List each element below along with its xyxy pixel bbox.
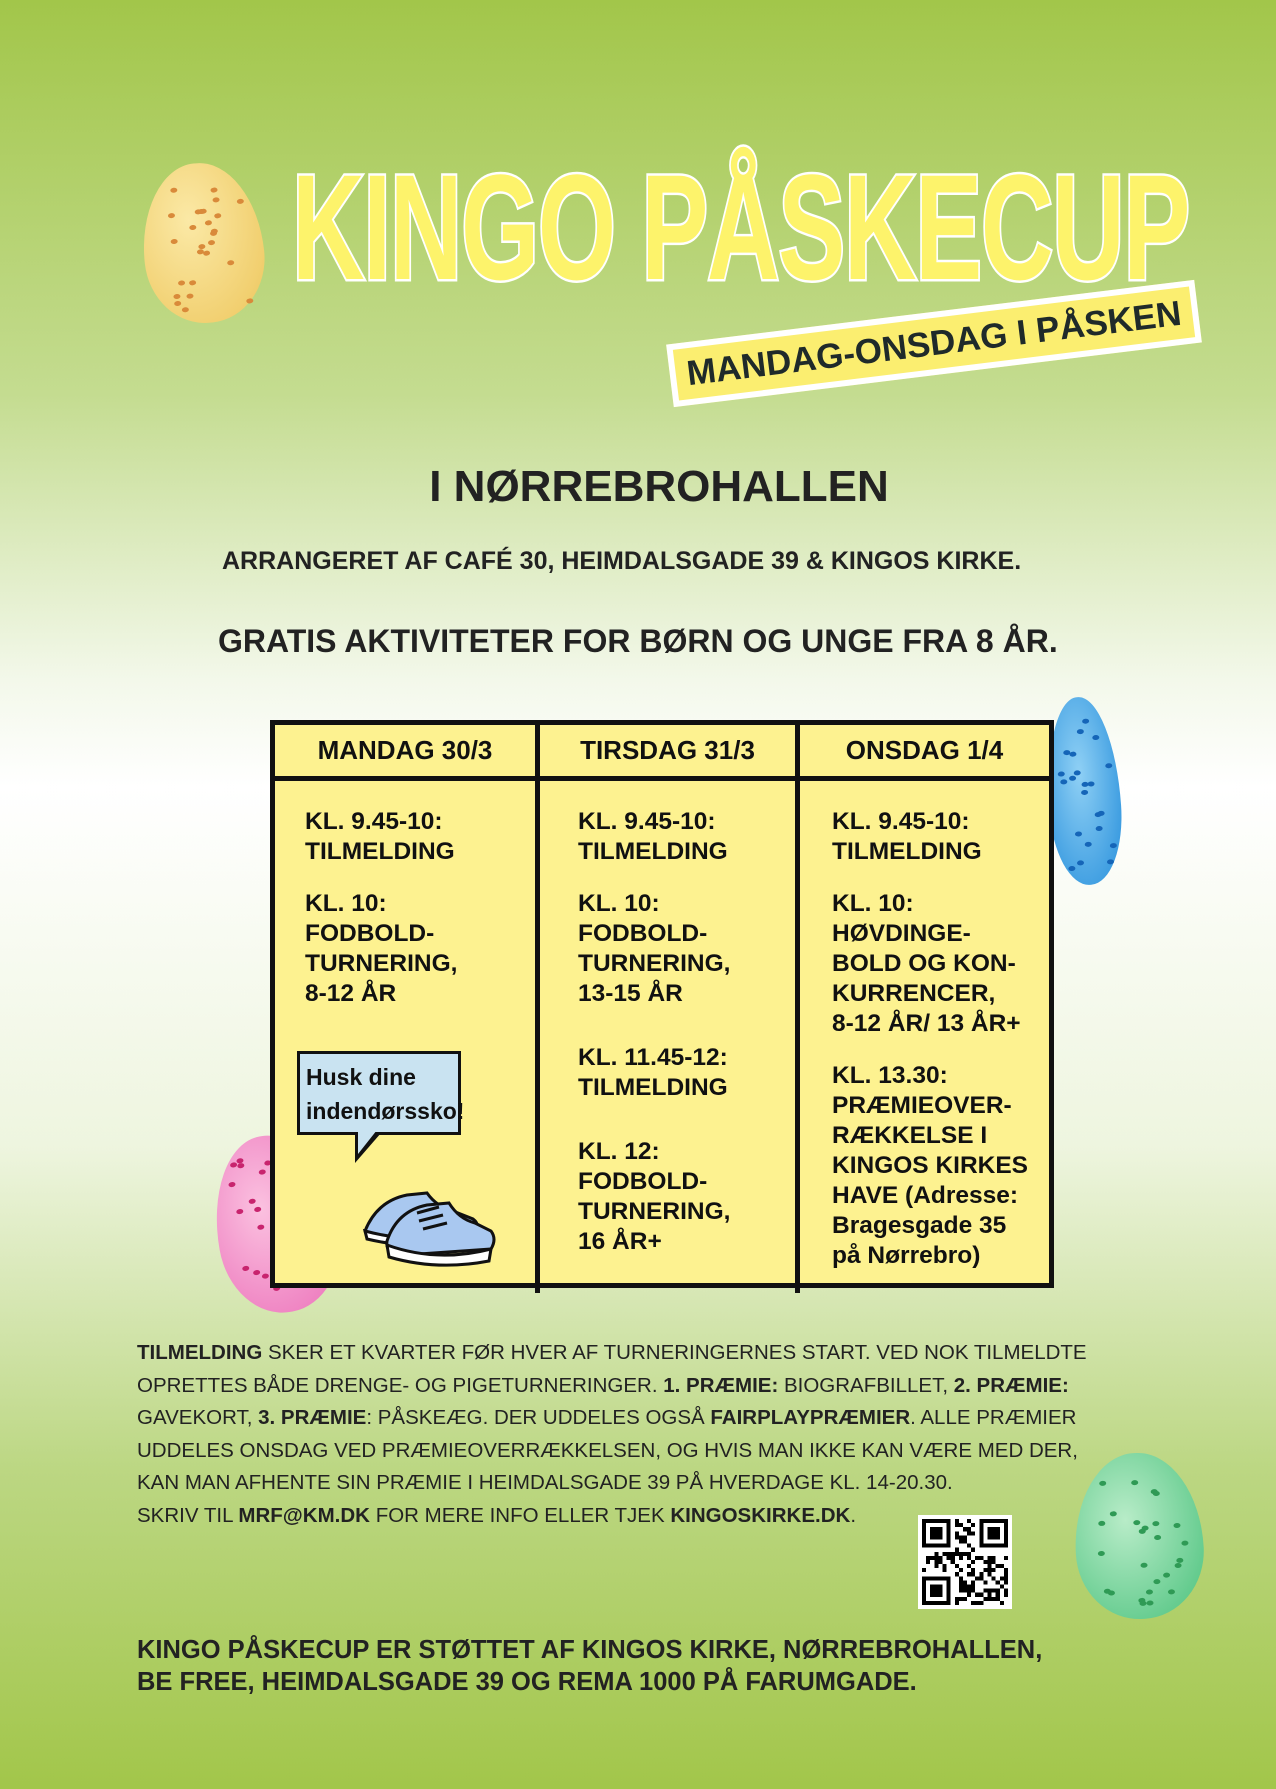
slot-line: KL. 12: bbox=[578, 1138, 660, 1165]
qr-module bbox=[971, 1601, 975, 1605]
qr-module bbox=[959, 1585, 963, 1589]
egg-dot bbox=[1153, 1491, 1160, 1496]
info-bold: TILMELDING bbox=[137, 1341, 263, 1364]
qr-module bbox=[955, 1531, 959, 1535]
qr-module bbox=[979, 1593, 983, 1597]
qr-module bbox=[934, 1556, 938, 1560]
qr-module bbox=[1004, 1576, 1008, 1580]
slot-line: på Nørrebro) bbox=[832, 1242, 981, 1269]
egg-dot bbox=[208, 240, 215, 246]
email-link[interactable]: MRF@KM.DK bbox=[238, 1503, 370, 1527]
qr-module bbox=[930, 1556, 934, 1560]
qr-module bbox=[971, 1585, 975, 1589]
egg-dot bbox=[1082, 719, 1089, 724]
qr-module bbox=[1004, 1593, 1008, 1597]
qr-module bbox=[930, 1585, 942, 1597]
qr-module bbox=[930, 1527, 942, 1539]
qr-module bbox=[963, 1580, 967, 1584]
egg-dot bbox=[1068, 866, 1075, 871]
slot-line: KL. 10: bbox=[832, 890, 914, 917]
egg-dot bbox=[1153, 1535, 1160, 1540]
egg-dot bbox=[1173, 1523, 1180, 1528]
qr-module bbox=[971, 1523, 975, 1527]
slot-line: KURRENCER, bbox=[832, 980, 996, 1007]
qr-module bbox=[955, 1535, 959, 1539]
day-header-tuesday: TIRSDAG 31/3 bbox=[535, 725, 795, 781]
qr-module bbox=[988, 1527, 1000, 1539]
qr-module bbox=[955, 1552, 959, 1556]
qr-module bbox=[955, 1572, 959, 1576]
info-text: : PÅSKEÆG. DER UDDELES OGSÅ bbox=[366, 1406, 711, 1429]
slot-line: KL. 9.45-10: bbox=[305, 808, 443, 835]
egg-dot bbox=[189, 224, 196, 230]
qr-module bbox=[934, 1552, 938, 1556]
time-slot bbox=[540, 1137, 795, 1257]
qr-module bbox=[967, 1531, 971, 1535]
qr-code-icon[interactable] bbox=[918, 1515, 1012, 1609]
egg-dot bbox=[203, 250, 210, 256]
qr-module bbox=[983, 1560, 987, 1564]
slot-line: TILMELDING bbox=[578, 1074, 728, 1101]
egg-dot bbox=[1088, 781, 1095, 786]
info-line: UDDELES ONSDAG VED PRÆMIEOVERRÆKKELSEN, OG HVIS MAN IKKE KAN VÆRE MED DER, bbox=[137, 1438, 1078, 1462]
info-line: KAN MAN AFHENTE SIN PRÆMIE I HEIMDALSGADE 39 PÅ HVERDAGE KL. 14-20.30. bbox=[137, 1471, 953, 1494]
egg-dot bbox=[249, 1198, 257, 1204]
day-column-wednesday bbox=[795, 781, 1049, 1293]
qr-module bbox=[955, 1548, 959, 1552]
time-slot bbox=[800, 1061, 1049, 1271]
qr-module bbox=[1004, 1589, 1008, 1593]
time-slot bbox=[540, 807, 795, 867]
info-text: SKRIV TIL bbox=[137, 1503, 239, 1527]
egg-dot bbox=[1109, 843, 1116, 848]
qr-module bbox=[959, 1552, 963, 1556]
qr-module bbox=[934, 1564, 938, 1568]
egg-dot bbox=[182, 307, 189, 313]
egg-dot bbox=[186, 293, 193, 299]
egg-dot bbox=[237, 1163, 245, 1169]
egg-dot bbox=[1058, 771, 1065, 776]
qr-module bbox=[975, 1601, 979, 1605]
slot-line: RÆKKELSE I bbox=[832, 1122, 988, 1149]
egg-dot bbox=[1069, 752, 1076, 757]
egg-dot bbox=[1153, 1579, 1160, 1584]
qr-module bbox=[983, 1580, 987, 1584]
poster-title: KINGO PÅSKECUP bbox=[292, 143, 1190, 311]
info-text: SKER ET KVARTER FØR HVER AF TURNERINGERNES START. VED NOK TILMELDTE bbox=[262, 1341, 1087, 1364]
qr-module bbox=[967, 1556, 971, 1560]
qr-module bbox=[955, 1601, 959, 1605]
egg-dot bbox=[178, 280, 185, 286]
qr-module bbox=[963, 1535, 967, 1539]
egg-dot bbox=[189, 280, 196, 286]
qr-module bbox=[959, 1539, 963, 1543]
slot-line: KL. 9.45-10: bbox=[578, 808, 716, 835]
qr-module bbox=[947, 1552, 951, 1556]
qr-module bbox=[959, 1580, 963, 1584]
egg-dot bbox=[173, 294, 180, 300]
qr-module bbox=[942, 1568, 946, 1572]
egg-dot bbox=[167, 213, 174, 219]
slot-line: 8-12 ÅR/ 13 ÅR+ bbox=[832, 1010, 1021, 1037]
qr-module bbox=[963, 1589, 967, 1593]
info-text: . bbox=[850, 1503, 857, 1527]
info-bold: FAIRPLAYPRÆMIER bbox=[710, 1406, 911, 1429]
qr-module bbox=[988, 1572, 992, 1576]
egg-dot bbox=[1077, 860, 1084, 865]
qr-module bbox=[1000, 1576, 1004, 1580]
qr-module bbox=[988, 1597, 992, 1601]
slot-line: 16 ÅR+ bbox=[578, 1228, 662, 1255]
egg-dot bbox=[237, 199, 244, 205]
slot-line: HAVE (Adresse: bbox=[832, 1182, 1019, 1209]
egg-dot bbox=[236, 1209, 244, 1215]
info-bold: 2. PRÆMIE: bbox=[953, 1373, 1069, 1397]
egg-dot bbox=[198, 244, 205, 250]
reminder-line: Husk dine bbox=[306, 1064, 416, 1090]
qr-module bbox=[988, 1564, 992, 1568]
time-slot bbox=[275, 889, 535, 1009]
egg-dot bbox=[258, 1169, 266, 1175]
qr-module bbox=[971, 1548, 975, 1552]
qr-module bbox=[1004, 1568, 1008, 1572]
slot-line: 13-15 ÅR bbox=[578, 980, 683, 1007]
egg-dot bbox=[1175, 1563, 1182, 1568]
slot-line: KL. 10: bbox=[578, 890, 660, 917]
egg-dot bbox=[1168, 1589, 1175, 1594]
qr-module bbox=[938, 1556, 942, 1560]
slot-line: TURNERING, bbox=[578, 1198, 731, 1225]
info-text: OPRETTES BÅDE DRENGE- OG PIGETURNERINGER. bbox=[137, 1373, 664, 1397]
egg-dot bbox=[1152, 1521, 1159, 1526]
qr-module bbox=[951, 1560, 955, 1564]
qr-module bbox=[988, 1568, 992, 1572]
qr-module bbox=[971, 1531, 975, 1535]
egg-dot bbox=[174, 300, 181, 306]
qr-module bbox=[971, 1560, 975, 1564]
qr-module bbox=[996, 1589, 1000, 1593]
website-link[interactable]: KINGOSKIRKE.DK bbox=[670, 1503, 851, 1527]
qr-module bbox=[983, 1589, 987, 1593]
slot-line: FODBOLD- bbox=[305, 920, 435, 947]
egg-dot bbox=[1177, 1557, 1184, 1562]
slot-line: HØVDINGE- bbox=[832, 920, 971, 947]
info-line bbox=[137, 1402, 1137, 1435]
bubble-tail-fill bbox=[358, 1130, 377, 1154]
egg-dot bbox=[228, 1181, 236, 1187]
info-text: FOR MERE INFO ELLER TJEK bbox=[370, 1503, 671, 1527]
slot-line: 8-12 ÅR bbox=[305, 980, 397, 1007]
qr-module bbox=[996, 1564, 1000, 1568]
time-slot bbox=[540, 889, 795, 1009]
qr-module bbox=[955, 1597, 959, 1601]
qr-module bbox=[996, 1593, 1000, 1597]
qr-module bbox=[967, 1519, 971, 1523]
qr-module bbox=[988, 1560, 992, 1564]
egg-dot bbox=[242, 1266, 250, 1272]
slot-line: KL. 9.45-10: bbox=[832, 808, 970, 835]
egg-dot bbox=[1060, 779, 1067, 784]
day-column-tuesday bbox=[535, 781, 795, 1293]
qr-pattern bbox=[922, 1519, 1008, 1605]
qr-module bbox=[967, 1552, 971, 1556]
slot-line: TILMELDING bbox=[305, 838, 455, 865]
egg-dot bbox=[1098, 1551, 1105, 1556]
qr-module bbox=[967, 1585, 971, 1589]
qr-module bbox=[967, 1572, 971, 1576]
qr-module bbox=[975, 1576, 979, 1580]
qr-module bbox=[1004, 1572, 1008, 1576]
qr-module bbox=[967, 1593, 971, 1597]
qr-module bbox=[971, 1568, 975, 1572]
qr-module bbox=[938, 1560, 942, 1564]
egg-dot bbox=[1075, 831, 1082, 836]
qr-module bbox=[955, 1564, 959, 1568]
egg-dot bbox=[262, 1273, 270, 1279]
qr-module bbox=[967, 1589, 971, 1593]
egg-dot bbox=[252, 1269, 260, 1275]
slot-line: FODBOLD- bbox=[578, 1168, 708, 1195]
info-text: BIOGRAFBILLET, bbox=[778, 1373, 954, 1397]
qr-module bbox=[1000, 1601, 1004, 1605]
egg-dot bbox=[205, 220, 212, 226]
reminder-speech-bubble bbox=[297, 1051, 465, 1135]
egg-dot bbox=[1182, 1541, 1189, 1546]
qr-module bbox=[967, 1527, 971, 1531]
egg-dot bbox=[1145, 1589, 1152, 1594]
qr-module bbox=[988, 1593, 992, 1597]
qr-module bbox=[967, 1544, 971, 1548]
slot-line: Bragesgade 35 bbox=[832, 1212, 1007, 1239]
qr-module bbox=[996, 1580, 1000, 1584]
egg-dot bbox=[1074, 770, 1081, 775]
qr-module bbox=[926, 1560, 930, 1564]
egg-dot bbox=[253, 1206, 261, 1212]
egg-dot bbox=[214, 213, 221, 219]
qr-module bbox=[992, 1556, 996, 1560]
egg-dot bbox=[170, 188, 177, 194]
qr-module bbox=[992, 1576, 996, 1580]
slot-line: BOLD OG KON- bbox=[832, 950, 1016, 977]
qr-module bbox=[983, 1597, 987, 1601]
qr-module bbox=[971, 1580, 975, 1584]
day-header-monday: MANDAG 30/3 bbox=[275, 725, 535, 781]
egg-dot bbox=[1108, 1590, 1115, 1595]
qr-module bbox=[955, 1523, 959, 1527]
slot-line: TURNERING, bbox=[578, 950, 731, 977]
egg-dot bbox=[1140, 1563, 1147, 1568]
egg-dot bbox=[1139, 1528, 1146, 1533]
info-text: . ALLE PRÆMIER bbox=[910, 1406, 1077, 1429]
sponsors-text bbox=[137, 1634, 1042, 1698]
blue-egg-icon bbox=[1042, 695, 1127, 888]
qr-module bbox=[992, 1568, 996, 1572]
qr-module bbox=[959, 1597, 963, 1601]
qr-module bbox=[1000, 1585, 1004, 1589]
time-slot bbox=[800, 807, 1049, 867]
egg-dot bbox=[1146, 1600, 1153, 1605]
date-banner: MANDAG-ONSDAG I PÅSKEN bbox=[666, 280, 1202, 407]
egg-dot bbox=[210, 187, 217, 193]
info-line bbox=[137, 1370, 1137, 1403]
qr-module bbox=[963, 1552, 967, 1556]
egg-dot bbox=[1069, 776, 1076, 781]
info-line bbox=[137, 1337, 1137, 1370]
qr-module bbox=[992, 1560, 996, 1564]
egg-dot bbox=[171, 238, 178, 244]
time-slot bbox=[800, 889, 1049, 1039]
qr-module bbox=[963, 1597, 967, 1601]
venue-heading: I NØRREBROHALLEN bbox=[429, 462, 889, 511]
qr-module bbox=[975, 1593, 979, 1597]
egg-dot bbox=[1107, 860, 1114, 865]
egg-dot bbox=[1098, 811, 1105, 816]
time-slot bbox=[540, 1043, 795, 1103]
qr-module bbox=[942, 1564, 946, 1568]
day-column-monday bbox=[275, 781, 535, 1293]
qr-module bbox=[979, 1576, 983, 1580]
slot-line: KL. 11.45-12: bbox=[578, 1044, 728, 1071]
qr-module bbox=[963, 1585, 967, 1589]
yellow-egg-icon bbox=[135, 157, 271, 329]
qr-module bbox=[963, 1527, 967, 1531]
qr-module bbox=[1004, 1556, 1008, 1560]
slot-line: KL. 13.30: bbox=[832, 1062, 948, 1089]
qr-module bbox=[992, 1597, 996, 1601]
info-bold: 3. PRÆMIE bbox=[258, 1406, 367, 1429]
egg-dot bbox=[227, 259, 234, 265]
slot-line: FODBOLD- bbox=[578, 920, 708, 947]
qr-module bbox=[959, 1556, 963, 1560]
qr-module bbox=[942, 1552, 946, 1556]
egg-dot bbox=[1139, 1601, 1146, 1606]
egg-dot bbox=[1105, 763, 1112, 768]
reminder-line: indendørssko! bbox=[306, 1098, 465, 1124]
egg-dot bbox=[213, 197, 220, 203]
egg-dot bbox=[1092, 734, 1099, 739]
qr-module bbox=[951, 1556, 955, 1560]
qr-module bbox=[967, 1564, 971, 1568]
qr-module bbox=[959, 1589, 963, 1593]
info-bold: 1. PRÆMIE: bbox=[663, 1373, 779, 1397]
qr-module bbox=[959, 1535, 963, 1539]
slot-line: TILMELDING bbox=[578, 838, 728, 865]
egg-dot bbox=[1077, 729, 1084, 734]
qr-module bbox=[971, 1589, 975, 1593]
qr-module bbox=[979, 1556, 983, 1560]
slot-line: TURNERING, bbox=[305, 950, 458, 977]
slot-line: KL. 10: bbox=[305, 890, 387, 917]
egg-dot bbox=[1081, 790, 1088, 795]
info-text: GAVEKORT, bbox=[137, 1406, 259, 1429]
qr-module bbox=[983, 1568, 987, 1572]
qr-module bbox=[988, 1556, 992, 1560]
qr-module bbox=[971, 1572, 975, 1576]
qr-module bbox=[934, 1560, 938, 1564]
qr-module bbox=[1004, 1580, 1008, 1584]
free-activities-line: GRATIS AKTIVITETER FOR BØRN OG UNGE FRA 8 ÅR. bbox=[218, 623, 1058, 659]
qr-module bbox=[959, 1568, 963, 1572]
organizer-line: ARRANGERET AF CAFÉ 30, HEIMDALSGADE 39 & KINGOS KIRKE. bbox=[222, 547, 1022, 575]
qr-module bbox=[992, 1589, 996, 1593]
schedule-table bbox=[270, 720, 1054, 1288]
qr-module bbox=[1000, 1564, 1004, 1568]
time-slot bbox=[275, 807, 535, 867]
qr-module bbox=[959, 1576, 963, 1580]
qr-module bbox=[947, 1556, 951, 1560]
sponsors-line: BE FREE, HEIMDALSGADE 39 OG REMA 1000 PÅ FARUMGADE. bbox=[137, 1668, 917, 1696]
egg-dot bbox=[246, 298, 253, 304]
egg-dot bbox=[1163, 1572, 1170, 1577]
day-header-wednesday: ONSDAG 1/4 bbox=[795, 725, 1049, 781]
qr-module bbox=[922, 1568, 926, 1572]
qr-module bbox=[979, 1572, 983, 1576]
qr-module bbox=[975, 1556, 979, 1560]
qr-module bbox=[996, 1597, 1000, 1601]
sneakers-icon bbox=[357, 1171, 497, 1281]
qr-module bbox=[963, 1539, 967, 1543]
slot-line: KINGOS KIRKES bbox=[832, 1152, 1029, 1179]
info-paragraph bbox=[137, 1337, 1137, 1532]
egg-dot bbox=[257, 1224, 265, 1230]
egg-dot bbox=[1096, 825, 1103, 830]
qr-module bbox=[926, 1556, 930, 1560]
qr-module bbox=[988, 1589, 992, 1593]
qr-module bbox=[959, 1523, 963, 1527]
qr-module bbox=[951, 1552, 955, 1556]
qr-module bbox=[955, 1519, 959, 1523]
slot-line: PRÆMIEOVER- bbox=[832, 1092, 1012, 1119]
qr-module bbox=[979, 1601, 983, 1605]
egg-dot bbox=[1084, 841, 1091, 846]
slot-line: TILMELDING bbox=[832, 838, 982, 865]
sponsors-line: KINGO PÅSKECUP ER STØTTET AF KINGOS KIRKE, NØRREBROHALLEN, bbox=[137, 1636, 1043, 1664]
